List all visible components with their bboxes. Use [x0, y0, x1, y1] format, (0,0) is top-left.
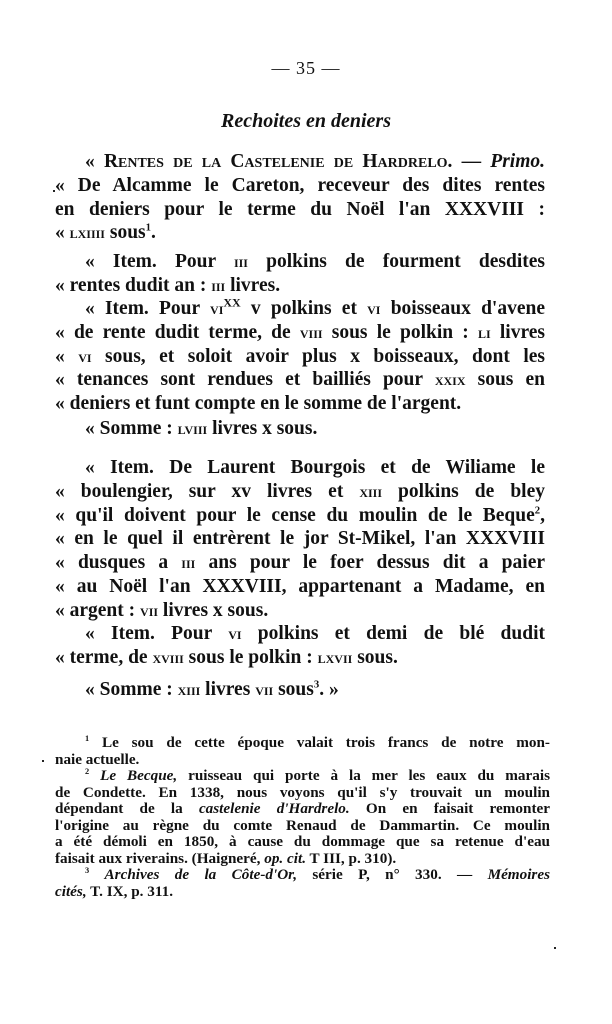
- text-line: [55, 551, 545, 575]
- text-line: [55, 678, 545, 702]
- text-line: [55, 250, 545, 274]
- footnote-3: [55, 867, 550, 900]
- roman-numeral: xiii: [177, 679, 201, 699]
- text-line: « en le quel il entrèrent le jor St-Mikel, l'an XXXVIII: [55, 528, 545, 550]
- text-line: l'origine au règne du comte Renaud de Dammartin. Ce moulin: [55, 816, 550, 834]
- quote-mark: «: [85, 151, 95, 172]
- text-fragment: faisait aux riverains. (Haigneré,: [55, 849, 265, 867]
- text-fragment: v polkins et: [240, 298, 368, 319]
- scan-speck: [554, 947, 556, 949]
- text-fragment: « rentes dudit an :: [55, 274, 212, 296]
- text-line: [55, 274, 545, 298]
- scan-speck: [53, 190, 55, 192]
- text-line: [55, 321, 545, 345]
- text-fragment: sous le polkin :: [322, 321, 478, 343]
- footnote-ref-3[interactable]: 3: [313, 678, 320, 691]
- roman-numeral: lxvii: [317, 646, 353, 667]
- text-fragment: . »: [319, 679, 339, 700]
- text-fragment: « qu'il doivent pour le cense du moulin de le Beque: [55, 504, 535, 526]
- italic-fragment: Mémoires: [487, 866, 550, 883]
- footnote-mark: 2: [85, 766, 90, 776]
- text-line: naie actuelle.: [55, 750, 140, 768]
- text-fragment: «: [55, 345, 79, 367]
- text-fragment: sous: [104, 222, 146, 244]
- text-fragment: livres.: [225, 274, 281, 296]
- roman-numeral: viii: [299, 321, 323, 342]
- footnote-2: [55, 768, 550, 867]
- text-fragment: « Somme :: [85, 418, 178, 439]
- text-fragment: ,: [540, 504, 545, 526]
- text-fragment: sous en: [465, 369, 545, 391]
- text-line: en deniers pour le terme du Noël l'an XXXVIII :: [55, 198, 545, 220]
- roman-numeral: vi: [210, 298, 224, 318]
- text-fragment: « Somme :: [85, 679, 178, 700]
- text-fragment: « boulengier, sur xv livres et: [55, 480, 360, 502]
- text-fragment: On en faisait remonter: [349, 800, 550, 817]
- roman-numeral: vi: [367, 298, 381, 318]
- footnote-ref-1[interactable]: 1: [145, 221, 151, 234]
- somme-line-1: [55, 417, 545, 441]
- text-fragment: série P, n° 330. —: [297, 866, 488, 883]
- roman-numeral: xiii: [359, 480, 383, 501]
- text-fragment: « terme, de: [55, 646, 153, 668]
- roman-numeral: xxix: [434, 369, 466, 390]
- text-fragment: sous: [273, 679, 314, 700]
- somme-line-2: [55, 678, 545, 702]
- roman-numeral: xviii: [152, 646, 184, 667]
- footnote-mark: 1: [85, 733, 90, 743]
- text-fragment: « dusques a: [55, 552, 182, 574]
- text-line: [55, 480, 545, 504]
- text-line: [55, 345, 545, 369]
- text-line: [55, 368, 545, 392]
- footnote-ref-2[interactable]: 2: [534, 504, 541, 517]
- text-fragment: polkins et demi de blé dudit: [241, 623, 545, 644]
- text-line: [55, 867, 550, 884]
- text-line: [55, 622, 545, 646]
- rentes-title: Rentes de la Castelenie de Hardrelo.: [103, 151, 453, 172]
- text-fragment: sous.: [352, 646, 398, 668]
- text-fragment: polkins de bley: [382, 480, 545, 502]
- text-fragment: sous, et soloit avoir plus x boisseaux, dont les: [91, 345, 546, 367]
- text-fragment: boisseaux d'avene: [380, 298, 545, 319]
- text-line: [55, 735, 550, 752]
- text-line: [55, 801, 550, 818]
- em-dash: —: [452, 151, 491, 172]
- roman-numeral: vi: [78, 345, 92, 366]
- text-line: « De Alcamme le Careton, receveur des dites rentes: [55, 174, 545, 196]
- roman-numeral: vii: [140, 599, 159, 620]
- roman-numeral: vi: [228, 623, 242, 643]
- roman-numeral: lxiiii: [69, 222, 105, 243]
- roman-numeral: iii: [233, 251, 248, 271]
- text-line: [55, 599, 545, 623]
- paragraph-item-ble: [55, 622, 545, 670]
- scan-speck: [42, 760, 44, 762]
- text-line: [55, 221, 545, 245]
- text-line: [55, 417, 545, 441]
- footnote-1: [55, 735, 550, 768]
- text-line: [55, 884, 550, 901]
- page-number: — 35 —: [271, 58, 341, 78]
- text-fragment: livres x sous.: [207, 418, 318, 439]
- text-fragment: T III, p. 310).: [306, 849, 397, 867]
- text-fragment: sous le polkin :: [183, 646, 318, 668]
- roman-numeral: vii: [255, 679, 274, 699]
- text-line: [55, 504, 545, 528]
- text-fragment: Le sou de cette époque valait trois francs de notre mon-: [89, 734, 550, 751]
- text-line: [55, 150, 545, 174]
- italic-fragment: Archives de la Côte-d'Or,: [104, 866, 298, 883]
- text-fragment: livres: [200, 679, 256, 700]
- italic-fragment: cités,: [55, 882, 87, 900]
- footnote-mark: 3: [85, 865, 90, 875]
- text-fragment: dépendant de la: [55, 800, 199, 817]
- text-fragment: T. IX, p. 311.: [86, 882, 174, 900]
- text-fragment: « Item. Pour: [85, 251, 234, 272]
- text-line: a été démoli en 1850, à cause du dommage que sa retenue d'eau: [55, 833, 550, 850]
- text-fragment: ans pour le foer dessus dit a paier: [195, 552, 545, 574]
- roman-numeral: li: [477, 321, 491, 342]
- quote-mark: «: [55, 222, 70, 244]
- primo-word: Primo.: [490, 151, 546, 172]
- text-fragment: livres x sous.: [158, 599, 269, 621]
- italic-fragment: castelenie d'Hardrelo.: [198, 800, 350, 817]
- text-fragment: « de rente dudit terme, de: [55, 321, 300, 343]
- roman-numeral: iii: [211, 274, 226, 295]
- text-line: « au Noël l'an XXXVIII, appartenant a Madame, en: [55, 575, 545, 597]
- text-fragment: « Item. Pour: [85, 298, 211, 319]
- text-fragment: « argent :: [55, 599, 141, 621]
- text-line: [55, 290, 545, 321]
- text-line: [55, 768, 550, 785]
- text-fragment: polkins de fourment desdites: [247, 251, 545, 272]
- paragraph-item-fourment: [55, 250, 545, 298]
- italic-fragment: op. cit.: [264, 849, 306, 867]
- footnotes: [55, 735, 550, 900]
- text-fragment: ruisseau qui porte à la mer les eaux du marais: [177, 767, 550, 784]
- text-line: [55, 851, 550, 868]
- paragraph-item-moulin: [55, 456, 545, 623]
- text-line: « deniers et funt compte en le somme de l'argent.: [55, 393, 462, 415]
- roman-numeral: lviii: [177, 418, 208, 438]
- text-line: « Item. De Laurent Bourgois et de Wiliame le: [85, 457, 545, 478]
- text-fragment: « tenances sont rendues et bailliés pour: [55, 369, 435, 391]
- text-fragment: livres: [490, 321, 545, 343]
- text-line: [55, 646, 545, 670]
- text-line: de Condette. En 1338, nous voyons qu'il s'y trouvait un moulin: [55, 783, 550, 801]
- text-fragment: « Item. Pour: [85, 623, 229, 644]
- roman-superscript: xx: [223, 290, 241, 311]
- paragraph-item-avene: [55, 290, 546, 416]
- section-heading: Rechoites en deniers: [221, 110, 391, 132]
- text-fragment: .: [151, 222, 156, 244]
- roman-numeral: iii: [181, 552, 196, 573]
- paragraph-rentes: [55, 150, 545, 245]
- italic-fragment: Le Becque,: [100, 767, 178, 784]
